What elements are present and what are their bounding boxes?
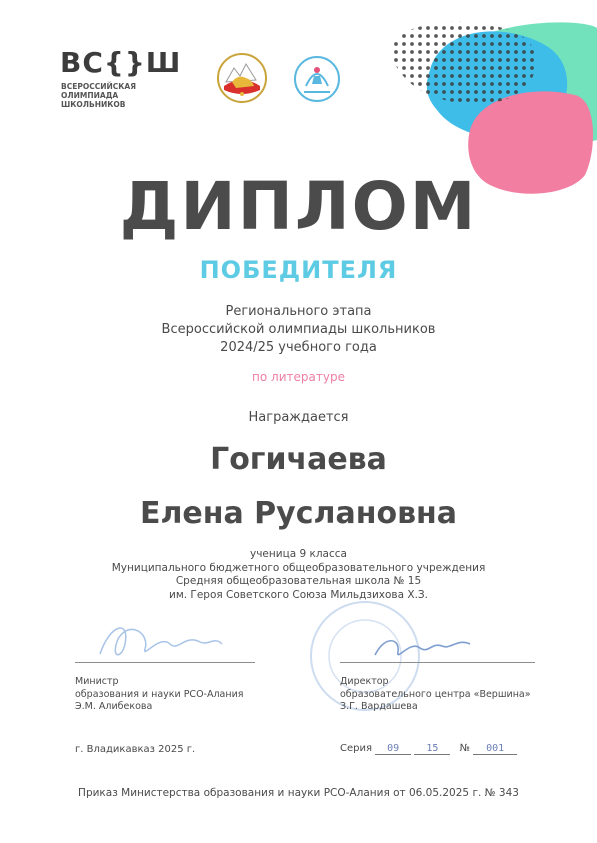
ministry-order: Приказ Министерства образования и науки РСО-Алания от 06.05.2025 г. № 343 <box>78 787 519 799</box>
logo-subtitle-line: ШКОЛЬНИКОВ <box>61 100 126 109</box>
stage-line: Регионального этапа <box>225 304 372 319</box>
awarded-label: Награждается <box>248 410 349 425</box>
minister-signature-line <box>75 662 255 663</box>
minister-signatory <box>75 676 243 714</box>
olympiad-logo-wordmark: ВС{}Ш <box>60 46 182 79</box>
series-value: 09 <box>375 743 411 755</box>
education-center-emblem-icon <box>292 54 342 104</box>
olympiad-logo-subtitle <box>61 82 171 109</box>
school-line: им. Героя Советского Союза Мильдзихова Х.З. <box>169 588 428 601</box>
director-signatory <box>340 676 531 714</box>
dotted-blob <box>392 22 537 104</box>
director-signature-line <box>340 662 535 663</box>
school-info <box>0 548 597 602</box>
republic-emblem-icon <box>216 52 268 104</box>
diploma-subtitle: ПОБЕДИТЕЛЯ <box>199 256 398 284</box>
city-date: г. Владикавказ 2025 г. <box>75 744 196 755</box>
series-label: Серия <box>340 743 372 754</box>
logo-subtitle-line: ВСЕРОССИЙСКАЯ <box>61 82 136 91</box>
minister-signature <box>90 614 230 669</box>
winner-given-names: Елена Руслановна <box>139 496 458 531</box>
signatory-line: З.Г. Вардашева <box>340 701 418 712</box>
school-line: ученица 9 класса <box>250 548 347 560</box>
number-label: № <box>459 743 470 754</box>
stage-line: Всероссийской олимпиады школьников <box>161 322 436 337</box>
school-line: Муниципального бюджетного общеобразовательного учреждения <box>111 561 486 574</box>
diploma-title: ДИПЛОМ <box>119 168 478 245</box>
school-line: Средняя общеобразовательная школа № 15 <box>175 575 422 587</box>
signatory-line: Директор <box>340 676 389 687</box>
stage-line: 2024/25 учебного года <box>220 340 377 355</box>
series-number <box>340 743 517 755</box>
logo-subtitle-line: ОЛИМПИАДА <box>61 91 119 100</box>
signatory-line: Министр <box>75 676 119 687</box>
signatory-line: образовательного центра «Вершина» <box>340 688 531 700</box>
signatory-line: образования и науки РСО-Алания <box>75 688 244 700</box>
signatory-line: Э.М. Алибекова <box>75 701 153 712</box>
olympiad-subject: по литературе <box>252 370 345 384</box>
series-value-2: 15 <box>414 743 450 755</box>
olympiad-stage <box>0 303 597 357</box>
director-signature <box>370 630 480 670</box>
winner-surname: Гогичаева <box>210 442 387 477</box>
number-value: 001 <box>473 743 517 755</box>
